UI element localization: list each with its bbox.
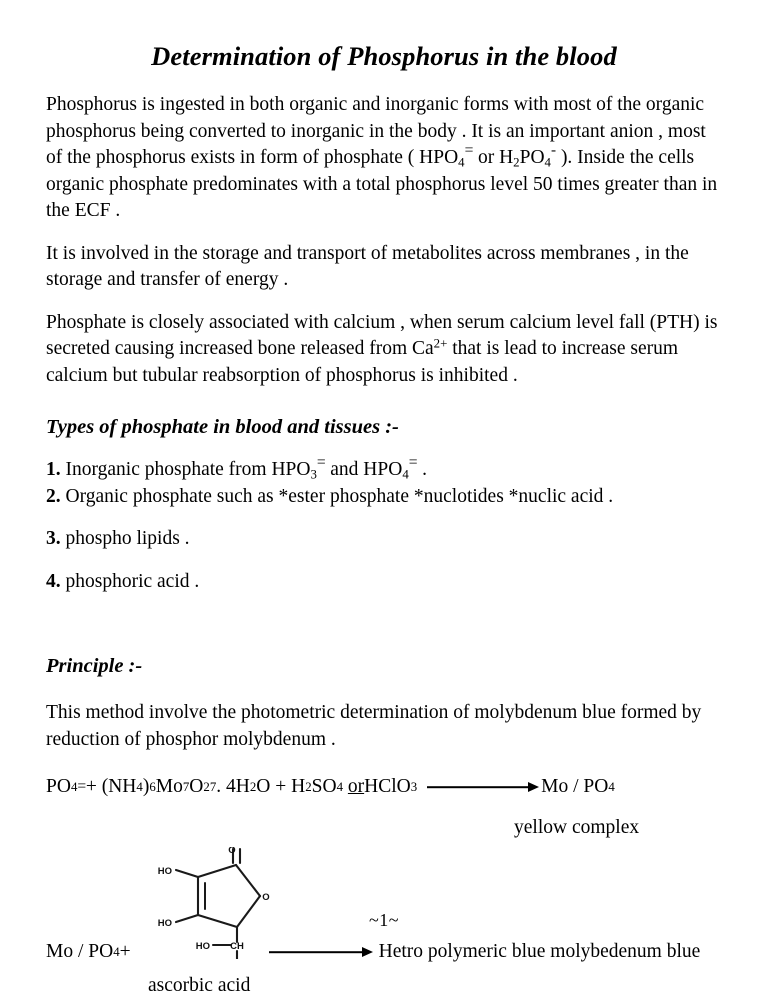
intro-p1-sup-c: - bbox=[550, 141, 557, 159]
list-item-number: 2. bbox=[46, 485, 61, 507]
intro-p1-tail: ). Inside the cells organic phosphate predominates with a total phosphorus level 50 times greater than in the ECF . bbox=[46, 147, 718, 222]
chemical-equation-2: Mo / PO 4 + Hetro polymeric blue molybedenum blue bbox=[46, 939, 700, 965]
eq1-hclo3: HClO bbox=[364, 776, 411, 798]
ascorbic-acid-label: ascorbic acid bbox=[148, 975, 251, 994]
list-item-text-c: . bbox=[417, 459, 427, 481]
intro-p1-sub-a: 4 bbox=[458, 155, 465, 170]
equation-1-caption: yellow complex bbox=[514, 817, 640, 839]
list-item bbox=[46, 484, 722, 511]
list-item-text-b: and HPO bbox=[325, 459, 403, 481]
intro-paragraph-2: It is involved in the storage and transport of metabolites across membranes , in the storage and transfer of energy . bbox=[46, 242, 689, 291]
intro-p1-sub-c: 4 bbox=[544, 155, 551, 170]
intro-paragraph-1 bbox=[46, 92, 722, 225]
list-item-text: phosphoric acid . bbox=[60, 570, 200, 592]
list-item-text: Organic phosphate such as *ester phosphate *nuclotides *nuclic acid . bbox=[60, 485, 614, 507]
eq1-water-o: O + H bbox=[256, 776, 306, 798]
list-item-sub-a: 3 bbox=[310, 467, 317, 482]
eq2-left-reactant: Mo / PO bbox=[46, 941, 114, 963]
intro-p3-sup: 2+ bbox=[433, 336, 448, 351]
eq2-plus: + bbox=[119, 941, 131, 963]
eq1-plus-nh4: + (NH bbox=[85, 776, 137, 798]
eq1-h2so4-mid: SO bbox=[311, 776, 337, 798]
intro-p1-sub-b: 2 bbox=[513, 155, 520, 170]
phosphate-types-list bbox=[46, 454, 722, 595]
intro-p1-text-a: Phosphorus is ingested in both organic and inorganic forms with most of the organic phosphorus being converted to inorganic in the body . It is an important anion , most of the phosphorus exists in form of phosphate ( HPO bbox=[46, 94, 706, 169]
eq1-water-dot: . 4H bbox=[216, 776, 250, 798]
list-item-text: phospho lipids . bbox=[60, 528, 190, 550]
structure-label-side-ch: CH bbox=[230, 941, 244, 953]
list-item-number: 4. bbox=[46, 570, 61, 592]
list-item bbox=[46, 526, 722, 553]
list-item-number: 1. bbox=[46, 459, 61, 481]
eq1-or-word: or bbox=[347, 776, 365, 798]
eq1-nh4-close: ) bbox=[142, 776, 150, 798]
intro-paragraph-3 bbox=[46, 310, 722, 390]
eq1-o: O bbox=[189, 776, 204, 798]
reaction-arrow-icon bbox=[269, 946, 373, 958]
structure-label-ho-top: HO bbox=[157, 866, 172, 878]
list-item-number: 3. bbox=[46, 528, 61, 550]
structure-label-side-ho: HO bbox=[195, 941, 210, 953]
structure-label-ho-bottom: HO bbox=[157, 918, 172, 930]
heading-principle: Principle :- bbox=[46, 655, 143, 678]
list-item-sup-a: = bbox=[316, 454, 326, 472]
intro-p1-sup-a: = bbox=[464, 142, 474, 160]
page-number: ~1~ bbox=[369, 910, 399, 930]
eq1-po4: PO bbox=[46, 776, 71, 798]
intro-p3-text-b: that is lead to increase serum calcium but tubular reabsorption of phosphorus is inhibited . bbox=[46, 338, 679, 386]
structure-and-equation-2 bbox=[46, 847, 722, 994]
intro-p3-text-a: Phosphate is closely associated with calcium , when serum calcium level fall (PTH) is secreted causing increased bone released from Ca bbox=[46, 311, 718, 360]
structure-label-ring-o: O bbox=[262, 892, 270, 904]
list-item bbox=[46, 569, 722, 596]
list-item-sup-b: = bbox=[408, 454, 418, 472]
reaction-arrow-icon bbox=[427, 781, 539, 793]
eq1-product: Mo / PO bbox=[541, 776, 609, 798]
eq1-mo: Mo bbox=[155, 776, 183, 798]
principle-paragraph: This method involve the photometric determination of molybdenum blue formed by reduction of phosphor molybdenum . bbox=[46, 702, 702, 750]
intro-p1-after-sub-b: PO bbox=[519, 147, 545, 169]
chemical-equation-1: PO 4 = + (NH 4 ) 6 Mo 7 O 27 . 4H 2 O + H 2 SO 4 or HClO 3 Mo / PO 4 bbox=[46, 773, 722, 801]
list-item bbox=[46, 454, 722, 484]
page-title: Determination of Phosphorus in the blood bbox=[151, 41, 617, 71]
structure-label-carbonyl-o: O bbox=[228, 847, 236, 857]
list-item-sub-b: 4 bbox=[402, 467, 409, 482]
heading-types-of-phosphate: Types of phosphate in blood and tissues :- bbox=[46, 416, 399, 439]
intro-p1-mid: or H bbox=[473, 147, 514, 169]
list-item-text-a: Inorganic phosphate from HPO bbox=[60, 459, 311, 481]
eq2-product: Hetro polymeric blue molybedenum blue bbox=[378, 941, 701, 963]
